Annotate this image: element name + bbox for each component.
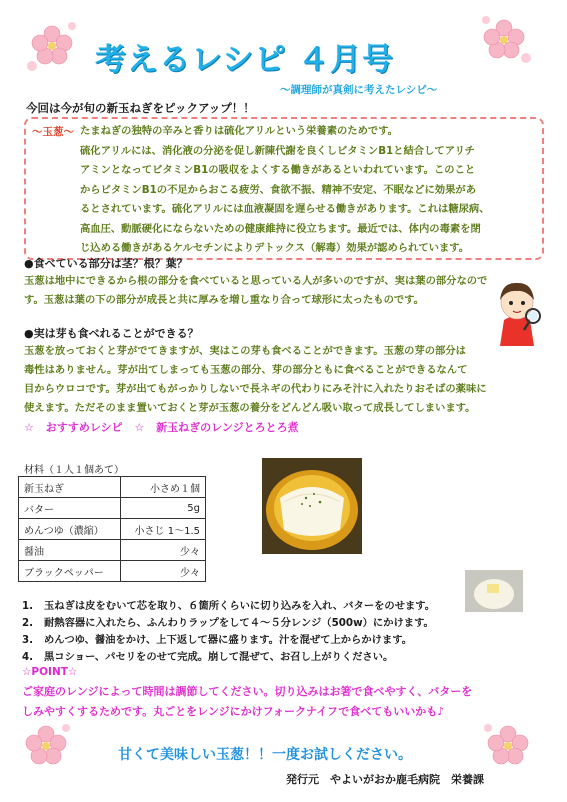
recommend-line bbox=[24, 419, 299, 435]
section2-line: 目からウロコです。芽が出てもがっかりしないで長ネギの代わりにみそ汁に入れたりおそばの薬味に bbox=[24, 383, 487, 395]
onion-with-butter-photo bbox=[465, 570, 523, 612]
ingredient-name: 醤油 bbox=[19, 540, 121, 561]
section1-question: ●食べている部分は茎？根？葉？ bbox=[24, 257, 188, 270]
section1-text bbox=[24, 272, 549, 310]
section2-line: 玉葱を放っておくと芽がでてきますが、実はこの芽も食べることができます。玉葱の芽の部分は bbox=[24, 345, 466, 357]
intro-line: 硫化アリルには、消化液の分泌を促し新陳代謝を良くしビタミンB1と結合してアリチ bbox=[80, 144, 475, 157]
section2-line: 毒性はありません。芽が出てしまっても玉葱の部分、芽の部分ともに食べることができるなんて bbox=[24, 364, 468, 376]
step-number: 4. bbox=[22, 651, 34, 663]
point-line: ご家庭のレンジによって時間は調節してください。切り込みはお箸で食べやすく、バターを bbox=[22, 685, 473, 698]
dish-photo bbox=[262, 458, 362, 554]
table-row bbox=[19, 477, 206, 498]
intro-line: るとされています。硫化アリルには血液凝固を遅らせる働きがあります。これは糖尿病、 bbox=[80, 203, 490, 215]
ingredient-name: めんつゆ（濃縮） bbox=[19, 519, 121, 540]
ingredients-table bbox=[18, 476, 206, 582]
cherry-blossom-icon bbox=[22, 16, 82, 76]
page-title: 考えるレシピ ４月号 bbox=[95, 42, 395, 78]
cherry-blossom-icon bbox=[16, 716, 76, 776]
section1-line: 玉葱は地中にできるから根の部分を食べていると思っている人が多いのですが、実は葉の部分なので bbox=[24, 275, 488, 287]
step-item bbox=[22, 649, 435, 666]
intro-line: 高血圧、動脈硬化にならないための健康維持に役立ちます。最近では、体内の毒素を閉 bbox=[80, 222, 481, 235]
point-line: しみやすくするためです。丸ごとをレンジにかけフォークナイフで食べてもいいかも♪ bbox=[22, 705, 445, 718]
footer-slogan: 甘くて美味しい玉葱！！一度お試しください。 bbox=[118, 747, 412, 763]
steps-list bbox=[22, 598, 435, 666]
table-row bbox=[19, 561, 206, 582]
table-row bbox=[19, 540, 206, 561]
intro-line: じ込める働きがあるケルセチンによりデトックス（解毒）効果が認められています。 bbox=[80, 242, 470, 254]
section2-text bbox=[24, 342, 549, 418]
star-icon: ☆ bbox=[134, 421, 145, 434]
ingredients-caption: 材料（１人１個あて） bbox=[24, 465, 124, 476]
headline: 今回は今が旬の新玉ねぎをピックアップ！！ bbox=[26, 101, 255, 115]
step-text: めんつゆ、醤油をかけ、上下返して器に盛ります。汁を混ぜて上からかけます。 bbox=[44, 634, 413, 646]
intro-line: たまねぎの独特の辛みと香りは硫化アリルという栄養素のためです。 bbox=[80, 125, 398, 137]
section2-line: 使えます。ただそのまま置いておくと芽が玉葱の養分をどんどん吸い取って成長してしまいます。 bbox=[24, 402, 476, 414]
intro-label: ～玉葱～ bbox=[32, 126, 74, 138]
ingredient-amount: 5g bbox=[120, 498, 205, 519]
step-text: 黒コショー、パセリをのせて完成。崩して混ぜて、お召し上がりください。 bbox=[44, 651, 394, 663]
ingredient-name: 新玉ねぎ bbox=[19, 477, 121, 498]
step-item bbox=[22, 632, 435, 649]
section2-question: ●実は芽も食べれることができる？ bbox=[24, 327, 199, 340]
step-number: 1. bbox=[22, 600, 34, 612]
step-number: 2. bbox=[22, 617, 34, 629]
ingredient-name: ブラックペッパー bbox=[19, 561, 121, 582]
step-item bbox=[22, 598, 435, 615]
section1-line: す。玉葱は葉の下の部分が成長と共に厚みを増し重なり合って球形に太ったものです。 bbox=[24, 294, 424, 306]
cherry-blossom-icon bbox=[474, 10, 534, 70]
point-label: ☆POINT☆ bbox=[22, 666, 78, 678]
intro-text bbox=[80, 122, 526, 259]
table-row bbox=[19, 498, 206, 519]
publisher: 発行元 やよいがおか鹿毛病院 栄養課 bbox=[286, 773, 484, 786]
ingredient-name: バター bbox=[19, 498, 121, 519]
ingredient-amount: 小さめ１個 bbox=[120, 477, 205, 498]
cherry-blossom-icon bbox=[478, 716, 538, 776]
ingredient-amount: 小さじ 1～1.5 bbox=[120, 519, 205, 540]
ingredient-amount: 少々 bbox=[120, 561, 205, 582]
page-subtitle: ～調理師が真剣に考えたレシピ～ bbox=[280, 84, 438, 96]
step-item bbox=[22, 615, 435, 632]
recommend-dish: 新玉ねぎのレンジとろとろ煮 bbox=[156, 421, 299, 434]
table-row bbox=[19, 519, 206, 540]
point-text bbox=[22, 682, 552, 722]
star-icon: ☆ bbox=[24, 421, 34, 434]
step-number: 3. bbox=[22, 634, 34, 646]
recommend-label: おすすめレシピ bbox=[45, 421, 123, 434]
step-text: 耐熱容器に入れたら、ふんわりラップをして４～５分レンジ（500w）にかけます。 bbox=[44, 617, 434, 629]
intro-line: アミンとなってビタミンB1の吸収をよくする働きがあるといわれています。このこと bbox=[80, 164, 476, 176]
intro-line: からビタミンB1の不足からおこる疲労、食欲不振、精神不安定、不眠などに効果があ bbox=[80, 183, 476, 196]
ingredient-amount: 少々 bbox=[120, 540, 205, 561]
character-illustration bbox=[486, 276, 548, 346]
step-text: 玉ねぎは皮をむいて芯を取り、６箇所くらいに切り込みを入れ、バターをのせます。 bbox=[44, 600, 436, 612]
